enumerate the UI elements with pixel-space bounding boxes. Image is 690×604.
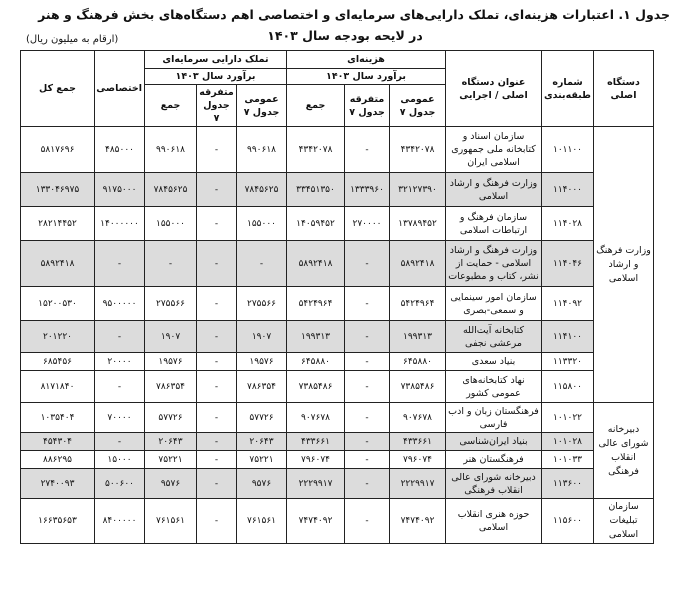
cap-general-cell: ۹۹۰۶۱۸ [237,127,287,173]
cur-general-cell: ۴۳۴۲۰۷۸ [390,127,446,173]
special-cell: ۵۰۰۶۰۰ [95,469,145,499]
cap-misc-cell: - [197,451,237,469]
header-agency: عنوان دستگاه اصلی / اجرایی [446,51,542,127]
header-device: دستگاه اصلی [594,51,654,127]
total-cell: ۵۸۹۲۴۱۸ [21,241,95,287]
code-cell: ۱۱۳۶۰۰ [542,469,594,499]
agency-cell: حوزه هنری انقلاب اسلامی [446,499,542,544]
header-cur-sum: جمع [287,85,345,127]
agency-cell: فرهنگستان زبان و ادب فارسی [446,403,542,433]
cap-sum-cell: ۲۰۶۴۳ [145,433,197,451]
table-row [21,433,654,451]
device-name-cell: وزارت فرهنگ و ارشاد اسلامی [594,127,654,403]
header-current-sub: برآورد سال ۱۴۰۳ [287,69,446,85]
agency-cell: وزارت فرهنگ و ارشاد اسلامی [446,173,542,207]
cur-general-cell: ۳۲۱۲۷۳۹۰ [390,173,446,207]
special-cell: ۴۸۵۰۰۰ [95,127,145,173]
cap-sum-cell: ۱۵۵۰۰۰ [145,207,197,241]
cur-misc-cell: - [345,371,390,403]
special-cell: ۷۰۰۰۰ [95,403,145,433]
cap-sum-cell: ۵۷۷۲۶ [145,403,197,433]
cur-general-cell: ۱۹۹۳۱۳ [390,321,446,353]
special-cell: ۱۴۰۰۰۰۰۰ [95,207,145,241]
cur-misc-cell: ۱۳۳۳۹۶۰ [345,173,390,207]
code-cell: ۱۱۳۳۲۰ [542,353,594,371]
cur-misc-cell: - [345,321,390,353]
cap-misc-cell: - [197,433,237,451]
table-row [21,469,654,499]
agency-cell: دبیرخانه شورای عالی انقلاب فرهنگی [446,469,542,499]
cap-general-cell: ۹۵۷۶ [237,469,287,499]
special-cell: ۹۵۰۰۰۰۰ [95,287,145,321]
header-cap-sum: جمع [145,85,197,127]
cap-sum-cell: ۷۸۶۳۵۴ [145,371,197,403]
cur-sum-cell: ۱۴۰۵۹۴۵۲ [287,207,345,241]
unit-note: (ارقام به میلیون ریال) [26,34,119,45]
agency-cell: فرهنگستان هنر [446,451,542,469]
cur-sum-cell: ۴۳۴۲۰۷۸ [287,127,345,173]
cur-general-cell: ۲۲۲۹۹۱۷ [390,469,446,499]
total-cell: ۱۵۲۰۰۵۳۰ [21,287,95,321]
cur-misc-cell: - [345,287,390,321]
budget-table [20,50,654,544]
cur-misc-cell: - [345,127,390,173]
special-cell: - [95,241,145,287]
device-name-cell: دبیرخانه شورای عالی انقلاب فرهنگی [594,403,654,499]
device-name-cell: سازمان تبلیغات اسلامی [594,499,654,544]
cur-sum-cell: ۹۰۷۶۷۸ [287,403,345,433]
table-row [21,207,654,241]
code-cell: ۱۱۵۶۰۰ [542,499,594,544]
code-cell: ۱۱۴۰۹۲ [542,287,594,321]
code-cell: ۱۱۴۰۴۶ [542,241,594,287]
table-row [21,321,654,353]
total-cell: ۲۰۱۲۲۰ [21,321,95,353]
agency-cell: کتابخانه آیت‌الله مرعشی نجفی [446,321,542,353]
cap-sum-cell: ۱۹۰۷ [145,321,197,353]
cap-misc-cell: - [197,469,237,499]
cur-general-cell: ۶۴۵۸۸۰ [390,353,446,371]
cap-misc-cell: - [197,287,237,321]
cur-misc-cell: - [345,451,390,469]
special-cell: ۹۱۷۵۰۰۰ [95,173,145,207]
agency-cell: سازمان فرهنگ و ارتباطات اسلامی [446,207,542,241]
cap-misc-cell: - [197,173,237,207]
header-total: جمع کل [21,51,95,127]
cap-sum-cell: ۷۵۲۲۱ [145,451,197,469]
cap-general-cell: ۵۷۷۲۶ [237,403,287,433]
table-row [21,499,654,544]
code-cell: ۱۱۴۱۰۰ [542,321,594,353]
code-cell: ۱۰۱۰۲۲ [542,403,594,433]
cur-misc-cell: ۲۷۰۰۰۰ [345,207,390,241]
cur-sum-cell: ۵۸۹۲۴۱۸ [287,241,345,287]
code-cell: ۱۰۱۱۰۰ [542,127,594,173]
header-current-group: هزینه‌ای [287,51,446,69]
special-cell: ۲۰۰۰۰ [95,353,145,371]
header-cap-misc: متفرقه جدول ۷ [197,85,237,127]
agency-cell: بنیاد ایران‌شناسی [446,433,542,451]
header-code: شماره طبقه‌بندی [542,51,594,127]
special-cell: - [95,433,145,451]
cap-sum-cell: ۷۶۱۵۶۱ [145,499,197,544]
total-cell: ۱۰۳۵۴۰۴ [21,403,95,433]
cap-misc-cell: - [197,499,237,544]
code-cell: ۱۰۱۰۳۳ [542,451,594,469]
cap-general-cell: ۱۹۵۷۶ [237,353,287,371]
agency-cell: وزارت فرهنگ و ارشاد اسلامی - حمایت از نشر، کتاب و مطبوعات [446,241,542,287]
cur-sum-cell: ۵۴۲۴۹۶۴ [287,287,345,321]
cur-sum-cell: ۷۹۶۰۷۴ [287,451,345,469]
special-cell: - [95,371,145,403]
cap-general-cell: ۲۰۶۴۳ [237,433,287,451]
cap-general-cell: ۱۵۵۰۰۰ [237,207,287,241]
cap-misc-cell: - [197,403,237,433]
total-cell: ۵۸۱۷۶۹۶ [21,127,95,173]
cur-misc-cell: - [345,241,390,287]
cur-general-cell: ۷۹۶۰۷۴ [390,451,446,469]
total-cell: ۲۸۲۱۴۴۵۲ [21,207,95,241]
cap-misc-cell: - [197,353,237,371]
agency-cell: بنیاد سعدی [446,353,542,371]
cur-general-cell: ۴۳۳۶۶۱ [390,433,446,451]
cur-sum-cell: ۱۹۹۳۱۳ [287,321,345,353]
cap-sum-cell: ۱۹۵۷۶ [145,353,197,371]
code-cell: ۱۱۵۸۰۰ [542,371,594,403]
cur-general-cell: ۷۴۷۴۰۹۲ [390,499,446,544]
cap-general-cell: - [237,241,287,287]
cap-general-cell: ۷۶۱۵۶۱ [237,499,287,544]
agency-cell: سازمان امور سینمایی و سمعی-بصری [446,287,542,321]
cur-general-cell: ۵۸۹۲۴۱۸ [390,241,446,287]
cap-misc-cell: - [197,321,237,353]
total-cell: ۶۸۵۴۵۶ [21,353,95,371]
cur-general-cell: ۵۴۲۴۹۶۴ [390,287,446,321]
table-row [21,403,654,433]
cap-misc-cell: - [197,241,237,287]
code-cell: ۱۱۴۰۲۸ [542,207,594,241]
table-row [21,451,654,469]
cur-sum-cell: ۳۳۴۵۱۳۵۰ [287,173,345,207]
total-cell: ۲۷۴۰۰۹۳ [21,469,95,499]
special-cell: ۸۴۰۰۰۰۰ [95,499,145,544]
document-title: جدول ۱. اعتبارات هزینه‌ای، تملک دارایی‌های سرمایه‌ای و اختصاصی اهم دستگاه‌های بخش فرهنگ و هنر [38,7,670,22]
table-row [21,353,654,371]
header-capital-sub: برآورد سال ۱۴۰۳ [145,69,287,85]
cur-general-cell: ۷۳۸۵۴۸۶ [390,371,446,403]
code-cell: ۱۱۴۰۰۰ [542,173,594,207]
header-cap-general: عمومی جدول ۷ [237,85,287,127]
cap-misc-cell: - [197,207,237,241]
cap-sum-cell: ۲۷۵۵۶۶ [145,287,197,321]
table-row [21,173,654,207]
cur-misc-cell: - [345,469,390,499]
table-row [21,287,654,321]
cur-sum-cell: ۶۴۵۸۸۰ [287,353,345,371]
cap-general-cell: ۷۸۶۳۵۴ [237,371,287,403]
table-body [21,127,654,544]
special-cell: - [95,321,145,353]
header-cur-general: عمومی جدول ۷ [390,85,446,127]
code-cell: ۱۰۱۰۲۸ [542,433,594,451]
table-row [21,241,654,287]
cap-general-cell: ۷۸۴۵۶۲۵ [237,173,287,207]
total-cell: ۱۶۶۳۵۶۵۳ [21,499,95,544]
document-subtitle: در لایحه بودجه سال ۱۴۰۳ [267,28,423,43]
total-cell: ۸۱۷۱۸۴۰ [21,371,95,403]
cur-sum-cell: ۷۳۸۵۴۸۶ [287,371,345,403]
cur-sum-cell: ۴۳۳۶۶۱ [287,433,345,451]
header-cur-misc: متفرقه جدول ۷ [345,85,390,127]
table-row [21,371,654,403]
cur-general-cell: ۹۰۷۶۷۸ [390,403,446,433]
cap-general-cell: ۱۹۰۷ [237,321,287,353]
agency-cell: سازمان اسناد و کتابخانه ملی جمهوری اسلامی ایران [446,127,542,173]
cur-misc-cell: - [345,353,390,371]
cap-misc-cell: - [197,127,237,173]
total-cell: ۸۸۶۲۹۵ [21,451,95,469]
total-cell: ۴۵۴۳۰۴ [21,433,95,451]
total-cell: ۱۳۳۰۴۶۹۷۵ [21,173,95,207]
cur-general-cell: ۱۳۷۸۹۴۵۲ [390,207,446,241]
cap-sum-cell: ۹۹۰۶۱۸ [145,127,197,173]
cap-general-cell: ۲۷۵۵۶۶ [237,287,287,321]
cap-misc-cell: - [197,371,237,403]
cur-misc-cell: - [345,499,390,544]
agency-cell: نهاد کتابخانه‌های عمومی کشور [446,371,542,403]
cur-misc-cell: - [345,403,390,433]
cur-sum-cell: ۷۴۷۴۰۹۲ [287,499,345,544]
cap-general-cell: ۷۵۲۲۱ [237,451,287,469]
special-cell: ۱۵۰۰۰ [95,451,145,469]
cur-misc-cell: - [345,433,390,451]
header-capital-group: تملک دارایی سرمایه‌ای [145,51,287,69]
cap-sum-cell: ۷۸۴۵۶۲۵ [145,173,197,207]
table-row [21,127,654,173]
cur-sum-cell: ۲۲۲۹۹۱۷ [287,469,345,499]
header-special: اختصاصی [95,51,145,127]
cap-sum-cell: - [145,241,197,287]
cap-sum-cell: ۹۵۷۶ [145,469,197,499]
